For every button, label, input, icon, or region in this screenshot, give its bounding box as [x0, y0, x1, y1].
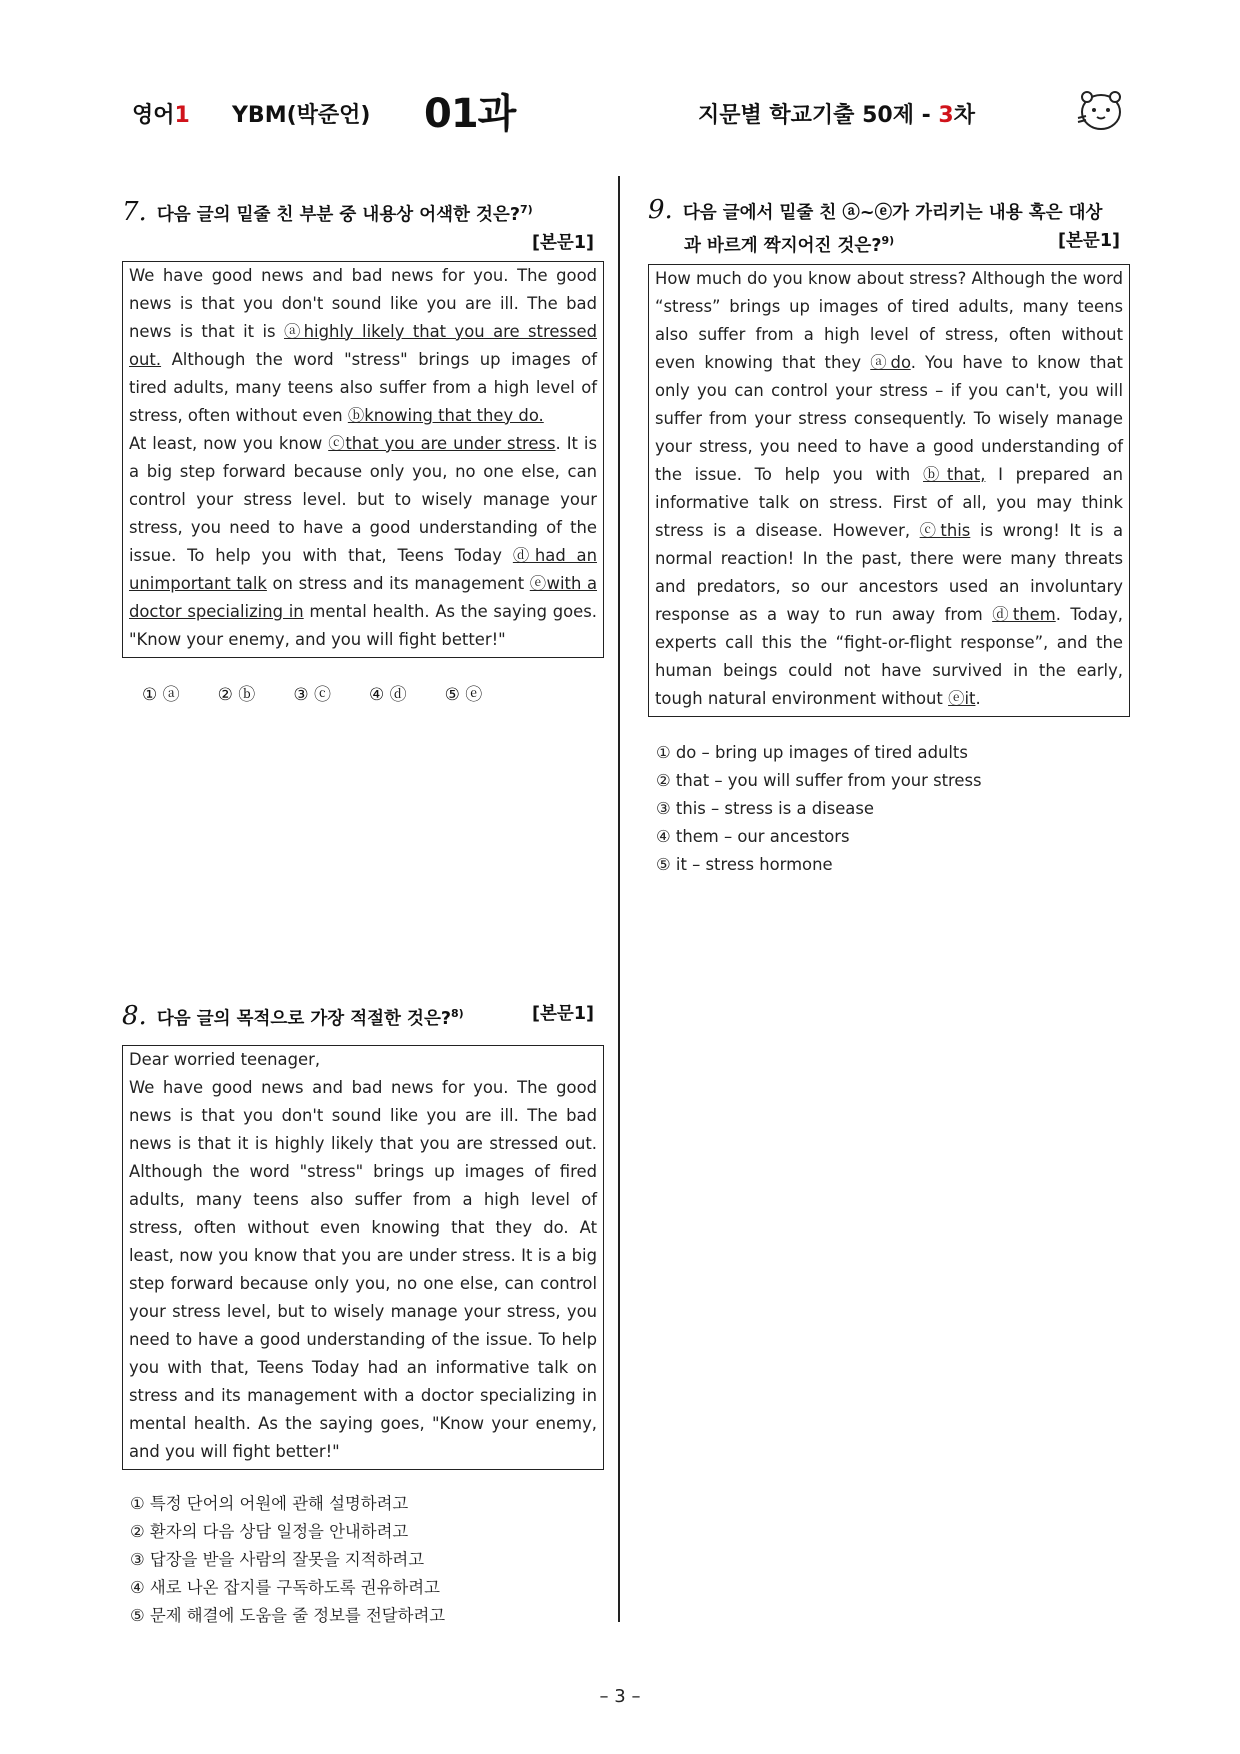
footnote-ref: 7) [520, 203, 533, 216]
answer-option[interactable]: ⑤ 문제 해결에 도움을 줄 정보를 전달하려고 [130, 1605, 446, 1625]
subject-label: 영어1 [132, 103, 190, 128]
question-text: 다음 글에서 밑줄 친 ⓐ~ⓔ가 가리키는 내용 혹은 대상 [682, 203, 1103, 223]
answer-option[interactable]: ④ them – our ancestors [656, 826, 850, 846]
answer-option[interactable]: ④ 새로 나온 잡지를 구독하도록 권유하려고 [130, 1577, 440, 1597]
underline-e: ⓔwith a doctor specializing in [129, 573, 598, 621]
answer-option[interactable]: ① do – bring up images of tired adults [656, 742, 968, 762]
answer-option[interactable]: ⑤ ⓔ [444, 684, 483, 705]
underline-e: ⓔit [948, 688, 976, 708]
answer-option[interactable]: ⑤ it – stress hormone [656, 854, 833, 874]
underline-c: ⓒthat you are under stress [328, 433, 556, 453]
answer-option[interactable]: ③ this – stress is a disease [656, 798, 874, 818]
question-text: 다음 글의 목적으로 가장 적절한 것은? [156, 1008, 452, 1029]
worksheet-title: 지문별 학교기출 50제 - 3차 [698, 103, 975, 128]
answer-option[interactable]: ③ ⓒ [293, 684, 331, 705]
question-text: 다음 글의 밑줄 친 부분 중 내용상 어색한 것은? [156, 204, 520, 225]
question-number: 9. [648, 195, 673, 225]
underline-b: ⓑknowing that they do. [347, 405, 544, 425]
underline-b: ⓑthat, [923, 464, 986, 484]
question-9-heading [648, 196, 1130, 260]
answer-option[interactable]: ④ ⓓ [368, 684, 407, 705]
question-7-options [122, 680, 604, 705]
question-8-passage [122, 1045, 604, 1470]
question-7-passage: We have good news and bad news for you. The good news is that you don't sound like you are ill. The bad news is that it is ⓐhighly likely that you are stressed out. Although the word "stress" brings up images of tired adults, many teens also suffer from a high level of stress, often without even ⓑknowing that they do. At least, now you know ⓒthat you are under stress. It is a big step forward because only you, no one else, can control your stress level. but to wisely manage your stress, you need to have a good understanding of the issue. To help you with that, Teens Today ⓓhad an unimportant talk on stress and its management ⓔwith a doctor specializing in mental health. As the saying goes. "Know your enemy, and you will fight better!" [122, 261, 604, 658]
question-7-heading [122, 196, 604, 257]
bear-mascot-icon [1076, 88, 1126, 136]
lesson-title: 01과 [424, 91, 516, 137]
answer-option[interactable]: ① 특정 단어의 어원에 관해 설명하려고 [130, 1493, 409, 1513]
question-number: 7. [122, 196, 147, 227]
answer-option[interactable]: ② ⓑ [217, 684, 256, 705]
question-text-line-2: 과 바르게 짝지어진 것은? [684, 235, 882, 256]
question-8-heading [122, 1000, 604, 1033]
source-tag: [본문1] [532, 232, 594, 253]
publisher-label: YBM(박준언) [232, 103, 371, 128]
question-7 [122, 196, 604, 705]
underline-d: ⓓthem [992, 604, 1056, 624]
column-divider [618, 176, 620, 1622]
footnote-ref: 8) [451, 1007, 464, 1020]
question-number: 8. [122, 1000, 147, 1031]
question-8 [122, 1000, 604, 1630]
question-9-passage: How much do you know about stress? Although the word “stress” brings up images of tired adults, many teens also suffer from a high level of stress, often without even knowing that they ⓐdo. You have to know that only you can control your stress – if you can't, you will suffer from your stress consequently. To wisely manage your stress, you need to have a good understanding of the issue. To help you with ⓑthat, I prepared an informative talk on stress. First of all, you may think stress is a disease. However, ⓒthis is wrong! It is a normal reaction! In the past, there were many threats and predators, so our ancestors used an involuntary response as a way to run away from ⓓthem. Today, experts call this the “fight-or-flight response”, and the human beings could not have survived in the early, tough natural environment without ⓔit. [648, 264, 1130, 717]
letter-body: We have good news and bad news for you. The good news is that you don't sound like you are ill. The bad news is that it is highly likely that you are stressed out. Although the word "stress" brings up images of fired adults, many teens also suffer from a high level of stress, often without even knowing that they do. At least, now you know that you are under stress. It is a big step forward because only you, no one else, can control your stress level, but to wisely manage your stress, you need to have a good understanding of the issue. To help you with that, Teens Today had an informative talk on stress and its management with a doctor specializing in mental health. As the saying goes, "Know your enemy, and you will fight better!" [129, 1077, 597, 1461]
answer-option[interactable]: ① ⓐ [142, 684, 180, 705]
underline-a: ⓐhighly likely that you are stressed out. [129, 321, 598, 369]
question-9-options [648, 739, 1130, 879]
letter-greeting: Dear worried teenager, [129, 1049, 321, 1069]
question-9 [648, 196, 1130, 879]
source-tag: [본문1] [1058, 231, 1120, 251]
answer-option[interactable]: ② 환자의 다음 상담 일정을 안내하려고 [130, 1521, 409, 1541]
question-8-options [122, 1490, 604, 1630]
answer-option[interactable]: ③ 답장을 받을 사람의 잘못을 지적하려고 [130, 1549, 425, 1569]
page-number: – 3 – [599, 1686, 641, 1707]
answer-option[interactable]: ② that – you will suffer from your stress [656, 770, 982, 790]
footnote-ref: 9) [881, 234, 895, 247]
page-header [0, 82, 1240, 142]
source-tag: [본문1] [532, 1004, 594, 1024]
underline-c: ⓒthis [919, 520, 971, 540]
underline-d: ⓓhad an unimportant talk [129, 545, 597, 593]
underline-a: ⓐdo [870, 352, 911, 372]
